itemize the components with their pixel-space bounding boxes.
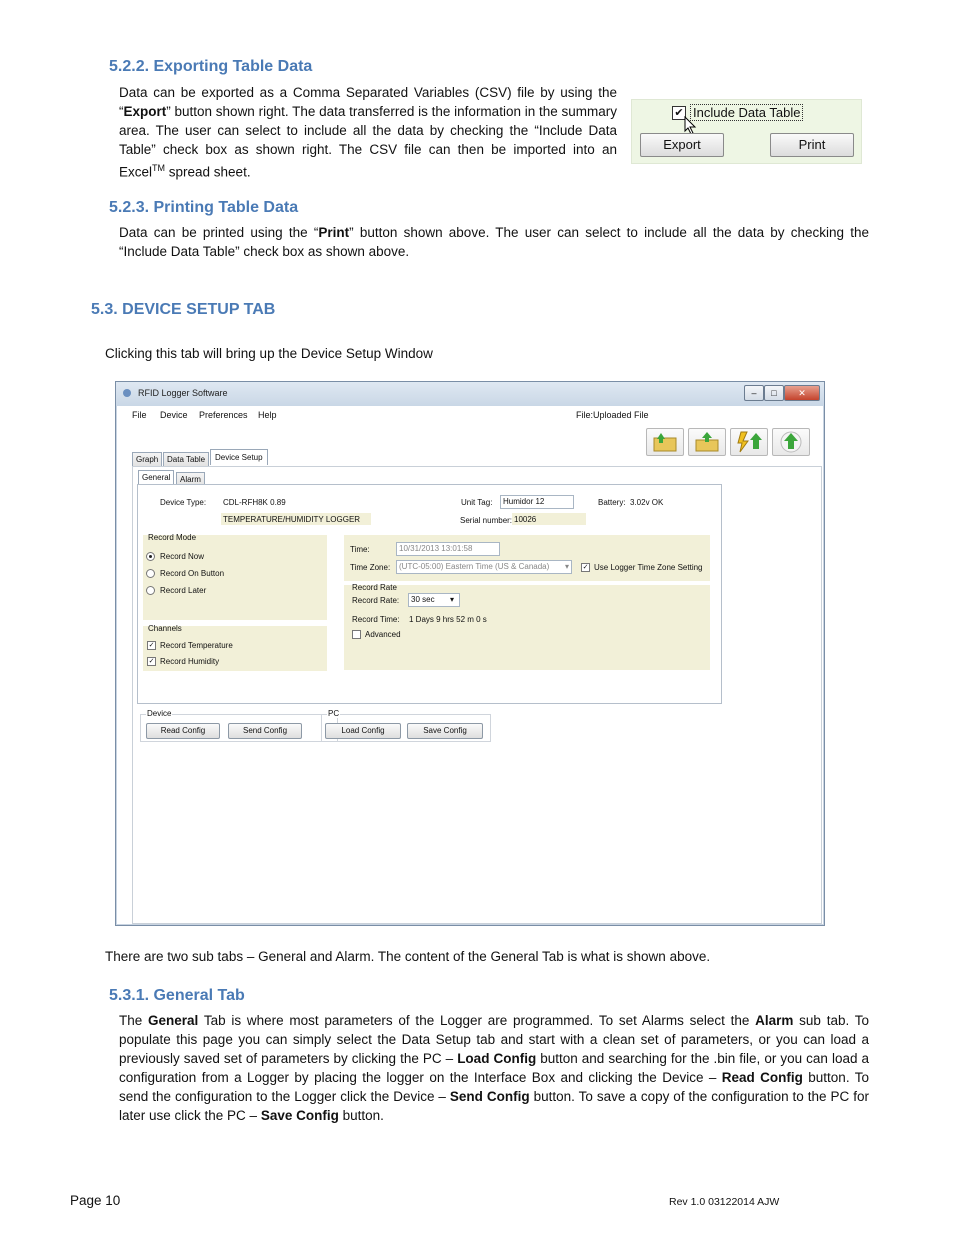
bold-send-config: Send Config [449, 1089, 530, 1104]
window-title: RFID Logger Software [138, 388, 228, 398]
lightning-upload-icon [731, 429, 767, 455]
record-later-radio[interactable] [146, 586, 155, 595]
heading-general-tab: 5.3.1. General Tab [109, 987, 245, 1004]
file-status: File:Uploaded File [576, 410, 649, 420]
advanced-checkbox[interactable] [352, 630, 361, 639]
record-rate-group-label: Record Rate [352, 583, 397, 592]
heading-exporting-table-data: 5.2.2. Exporting Table Data [109, 58, 313, 75]
record-later-label: Record Later [160, 586, 207, 595]
export-button[interactable]: Export [640, 133, 724, 157]
menu-help[interactable]: Help [258, 410, 277, 420]
heading-device-setup-tab: 5.3. DEVICE SETUP TAB [91, 301, 276, 318]
record-time-value: 1 Days 9 hrs 52 m 0 s [409, 615, 487, 624]
upload-button[interactable] [772, 428, 810, 456]
read-config-button[interactable]: Read Config [146, 723, 220, 739]
load-config-button[interactable]: Load Config [325, 723, 401, 739]
page-number: Page 10 [70, 1193, 121, 1208]
text: sub tab. To populate this page you can simply select the Data Setup tab and start with a clean set of parameters, or you can load a previously saved set of parameters by clicking the PC – [119, 1013, 869, 1066]
battery-label: Battery: [598, 498, 626, 507]
subtab-alarm[interactable]: Alarm [176, 472, 205, 486]
record-humidity-label: Record Humidity [160, 657, 220, 666]
save-folder-button[interactable] [688, 428, 726, 456]
include-data-table-label: Include Data Table [690, 104, 803, 121]
paragraph-exporting [119, 83, 617, 182]
record-temperature-label: Record Temperature [160, 641, 233, 650]
time-zone-select[interactable]: (UTC-05:00) Eastern Time (US & Canada) [396, 560, 572, 574]
maximize-icon[interactable]: □ [764, 385, 784, 401]
pc-group-label: PC [328, 709, 340, 718]
bold-export: Export [123, 104, 167, 119]
include-data-table-checkbox[interactable]: ✔ [672, 106, 686, 120]
bold-print: Print [318, 225, 350, 240]
record-humidity-checkbox[interactable]: ✓ [148, 658, 155, 665]
save-folder-icon [689, 429, 725, 455]
serial-label: Serial number: [460, 516, 513, 525]
text: Tab is where most parameters of the Logger are programmed. To set Alarms select the [198, 1013, 756, 1028]
bold-alarm: Alarm [755, 1013, 794, 1028]
menu-preferences[interactable]: Preferences [199, 410, 248, 420]
upload-arrow-icon [773, 429, 809, 455]
open-folder-icon [647, 429, 683, 455]
use-logger-tz-checkbox[interactable]: ✓ [582, 564, 589, 571]
text: The [119, 1013, 149, 1028]
app-icon [122, 388, 132, 398]
text: Data can be printed using the “ [119, 225, 319, 240]
tab-device-setup[interactable]: Device Setup [210, 449, 268, 465]
record-rate-select[interactable]: 30 sec [408, 593, 460, 607]
chevron-down-icon: ▾ [565, 562, 570, 571]
channels-label: Channels [148, 624, 182, 633]
record-now-label: Record Now [160, 552, 205, 561]
record-mode-label: Record Mode [148, 533, 197, 542]
time-input[interactable]: 10/31/2013 13:01:58 [396, 542, 500, 556]
battery-value: 3.02v OK [630, 498, 664, 507]
record-now-radio[interactable] [146, 552, 155, 561]
record-temperature-checkbox[interactable]: ✓ [148, 642, 155, 649]
app-window [115, 381, 825, 926]
unit-tag-input[interactable]: Humidor 12 [500, 495, 574, 509]
record-rate-label: Record Rate: [352, 596, 400, 605]
close-icon[interactable]: ✕ [784, 385, 820, 401]
open-folder-button[interactable] [646, 428, 684, 456]
title-bar [116, 382, 824, 406]
bold-load-config: Load Config [457, 1051, 537, 1066]
export-print-snippet [631, 99, 862, 164]
print-button[interactable]: Print [770, 133, 854, 157]
record-time-label: Record Time: [352, 615, 400, 624]
menu-bar [117, 406, 823, 424]
trademark: TM [152, 163, 166, 173]
paragraph-general-tab [119, 1011, 869, 1125]
heading-printing-table-data: 5.2.3. Printing Table Data [109, 199, 299, 216]
time-label: Time: [350, 545, 370, 554]
device-description: TEMPERATURE/HUMIDITY LOGGER [223, 515, 361, 524]
record-on-button-radio[interactable] [146, 569, 155, 578]
paragraph-printing [119, 223, 869, 261]
use-logger-tz-label: Use Logger Time Zone Setting [594, 563, 703, 572]
bold-read-config: Read Config [721, 1070, 803, 1085]
unit-tag-label: Unit Tag: [461, 498, 493, 507]
chevron-down-icon: ▾ [450, 595, 455, 604]
subtabs-description: There are two sub tabs – General and Alarm. The content of the General Tab is what is shown above. [105, 949, 711, 964]
revision: Rev 1.0 03122014 AJW [669, 1196, 780, 1208]
save-config-button[interactable]: Save Config [407, 723, 483, 739]
subtab-general[interactable]: General [138, 470, 174, 484]
device-type-value: CDL-RFH8K 0.89 [223, 498, 286, 507]
device-setup-intro: Clicking this tab will bring up the Device Setup Window [105, 346, 433, 361]
record-on-button-label: Record On Button [160, 569, 225, 578]
time-zone-label: Time Zone: [350, 563, 391, 572]
text: spread sheet. [165, 164, 251, 180]
bold-save-config: Save Config [260, 1108, 339, 1123]
text: ” button shown right. The data transferred is the information in the summary area. The user can select to include all the data by checking the “Include Data Table” check box as shown right. The CSV file can then be imported into an Excel [119, 104, 617, 180]
text: button and searching for the .bin file, or you can load a configuration from a Logger by placing the logger on the Interface Box and clicking the Device – [119, 1051, 870, 1085]
text: Data can be exported as a Comma Separated Variables (CSV) file by using the “ [119, 85, 617, 119]
text: ” button shown above. The user can select to include all the data by checking the “Include Data Table” check box as shown above. [119, 225, 869, 259]
text: button. To save a copy of the configuration to the PC for later use click the PC – [119, 1089, 869, 1123]
device-group-label: Device [147, 709, 172, 718]
menu-device[interactable]: Device [160, 410, 188, 420]
menu-file[interactable]: File [132, 410, 147, 420]
send-config-button[interactable]: Send Config [228, 723, 302, 739]
text: button. To send the configuration to the Logger click the Device – [119, 1070, 869, 1104]
device-type-label: Device Type: [160, 498, 207, 507]
text: button. [338, 1108, 384, 1123]
serial-value: 10026 [514, 515, 537, 524]
tab-data-table[interactable]: Data Table [163, 452, 209, 466]
advanced-label: Advanced [365, 630, 401, 639]
program-device-button[interactable] [730, 428, 768, 456]
tab-graph[interactable]: Graph [132, 452, 162, 466]
minimize-icon[interactable]: – [744, 385, 764, 401]
bold-general: General [148, 1013, 199, 1028]
